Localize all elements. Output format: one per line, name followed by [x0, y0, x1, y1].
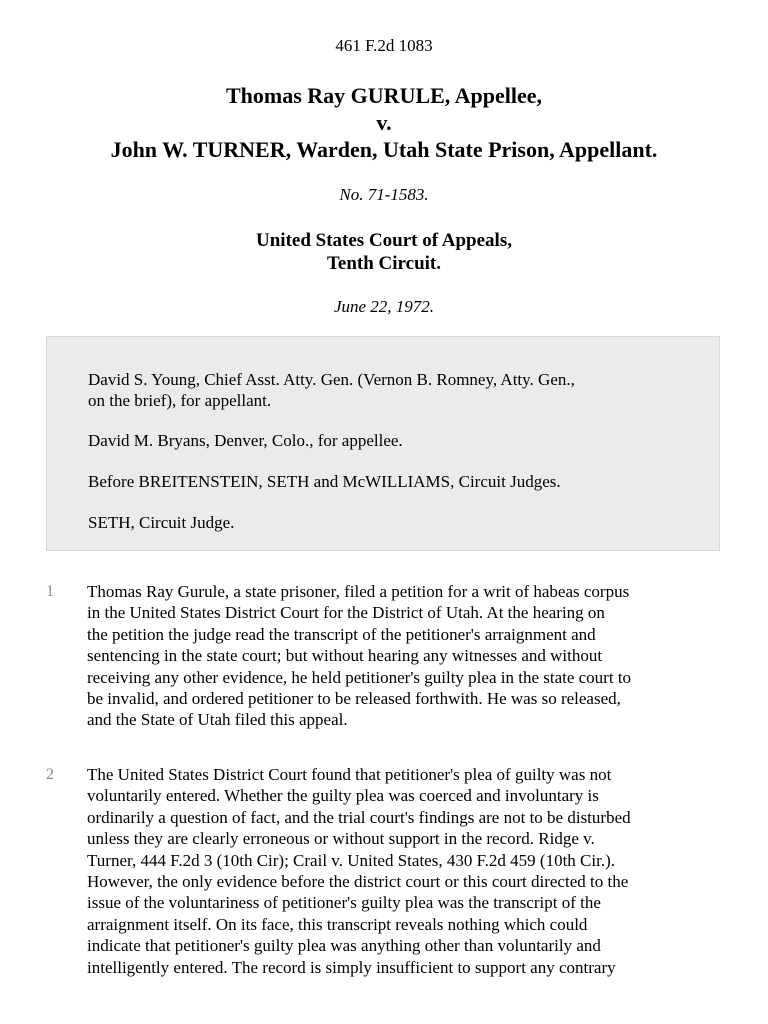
- panel-judges: Before BREITENSTEIN, SETH and McWILLIAMS, Circuit Judges.: [88, 472, 561, 491]
- appellant-counsel-line1: David S. Young, Chief Asst. Atty. Gen. (Vernon B. Romney, Atty. Gen.,: [88, 370, 575, 389]
- paragraph-line: in the United States District Court for the District of Utah. At the hearing on: [87, 603, 605, 623]
- paragraph-text: [87, 581, 727, 731]
- paragraph-line: receiving any other evidence, he held petitioner's guilty plea in the state court to: [87, 667, 632, 687]
- court-name-line1: United States Court of Appeals,: [256, 230, 512, 251]
- paragraph-line: Thomas Ray Gurule, a state prisoner, filed a petition for a writ of habeas corpus: [87, 582, 630, 601]
- appellant-counsel-line2: on the brief), for appellant.: [88, 391, 272, 410]
- paragraph-line: issue of the voluntariness of petitioner's guilty plea was the transcript of the: [87, 893, 601, 913]
- case-citation: 461 F.2d 1083: [335, 36, 433, 55]
- paragraph-line: unless they are clearly erroneous or without support in the record. Ridge v.: [87, 829, 595, 849]
- decision-date: June 22, 1972.: [333, 297, 435, 316]
- paragraph-line: The United States District Court found that petitioner's plea of guilty was not: [87, 765, 612, 784]
- court-name: [0, 229, 768, 275]
- opinion-author: SETH, Circuit Judge.: [88, 513, 235, 532]
- versus-label: v.: [376, 110, 392, 135]
- paragraph-line: arraignment itself. On its face, this transcript reveals nothing which could: [87, 914, 588, 934]
- court-name-line2: Tenth Circuit.: [326, 253, 442, 274]
- paragraph-number: 2: [46, 766, 54, 783]
- paragraph-text: [87, 764, 727, 978]
- paragraph-line: the petition the judge read the transcript of the petitioner's arraignment and: [87, 624, 596, 644]
- appellant-counsel: [88, 369, 688, 411]
- paragraph-line: sentencing in the state court; but without hearing any witnesses and without: [87, 646, 603, 666]
- counsel-box: [46, 336, 720, 551]
- appellee-name: Thomas Ray GURULE, Appellee,: [226, 83, 542, 108]
- docket-number: No. 71-1583.: [339, 185, 429, 204]
- paragraph-line: indicate that petitioner's guilty plea was anything other than voluntarily and: [87, 936, 601, 956]
- paragraph-number: 1: [46, 583, 54, 600]
- case-caption: [0, 82, 768, 163]
- appellant-name: John W. TURNER, Warden, Utah State Prison, Appellant.: [110, 137, 658, 162]
- appellee-counsel: David M. Bryans, Denver, Colo., for appellee.: [88, 431, 403, 450]
- paragraph-line: ordinarily a question of fact, and the trial court's findings are not to be disturbed: [87, 807, 631, 827]
- paragraph-line: Turner, 444 F.2d 3 (10th Cir); Crail v. United States, 430 F.2d 459 (10th Cir.).: [87, 850, 615, 870]
- paragraph-line: be invalid, and ordered petitioner to be released forthwith. He was so released,: [87, 689, 621, 709]
- paragraph-line: and the State of Utah filed this appeal.: [87, 710, 348, 730]
- paragraph-line: voluntarily entered. Whether the guilty plea was coerced and involuntary is: [87, 786, 599, 806]
- paragraph-line: intelligently entered. The record is simply insufficient to support any contrary: [87, 957, 616, 977]
- paragraph-line: However, the only evidence before the district court or this court directed to the: [87, 872, 629, 892]
